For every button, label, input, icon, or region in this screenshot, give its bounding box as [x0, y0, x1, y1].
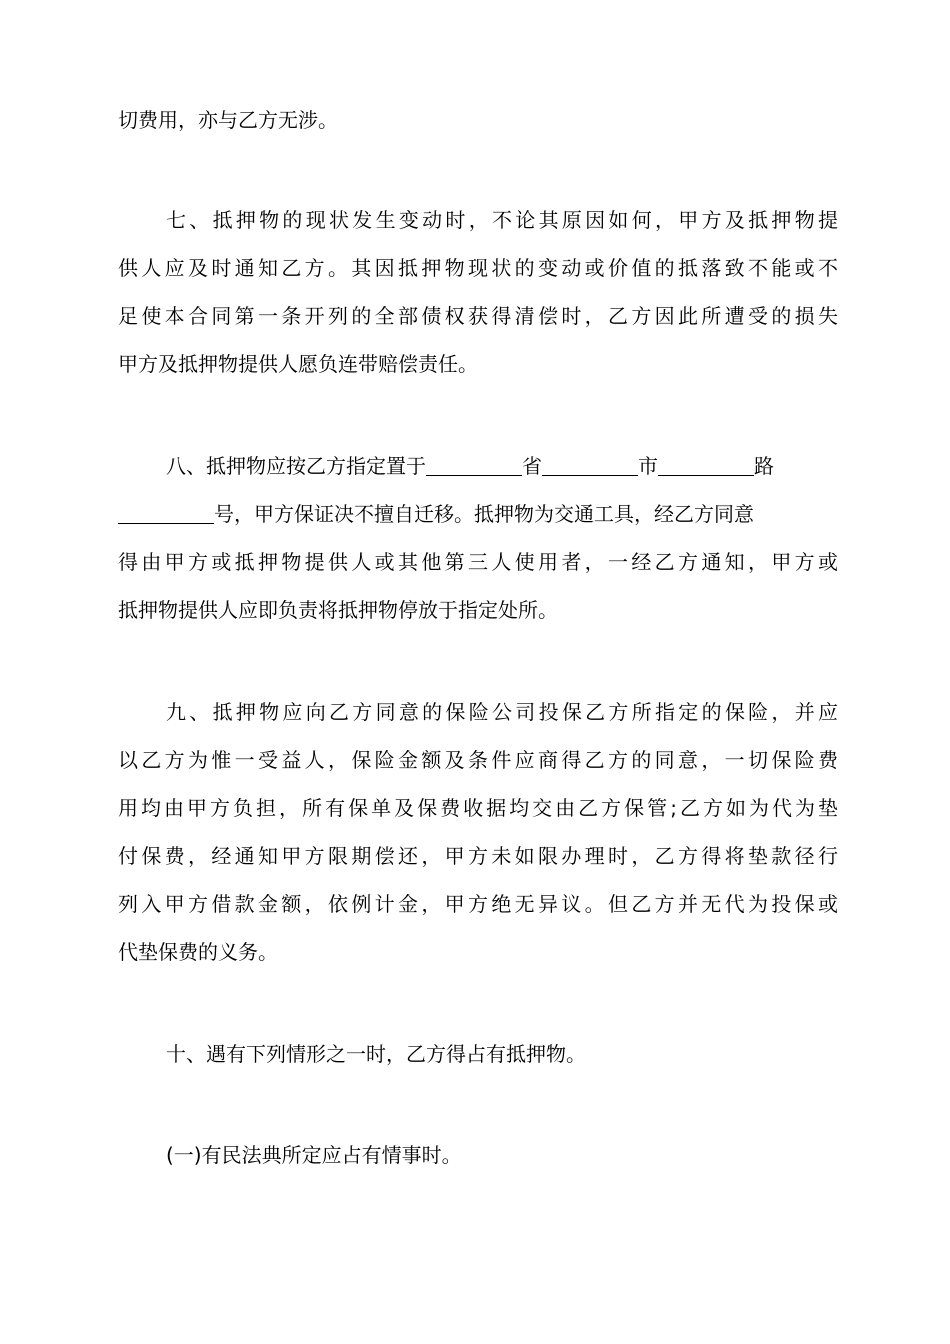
province-label: 省: [522, 454, 542, 478]
clause-7-line-1: 七、抵押物的现状发生变动时，不论其原因如何，甲方及抵押物提: [166, 208, 838, 232]
clause-8-line-2-text: 号，甲方保证决不擅自迁移。抵押物为交通工具，经乙方同意: [214, 502, 754, 526]
clause-9-line-5: 列入甲方借款金额，依例计金，甲方绝无异议。但乙方并无代为投保或: [118, 892, 838, 916]
clause-9-line-1: 九、抵押物应向乙方同意的保险公司投保乙方所指定的保险，并应: [166, 700, 838, 724]
province-blank[interactable]: [426, 455, 522, 476]
clause-7-line-4: 甲方及抵押物提供人愿负连带赔偿责任。: [118, 352, 478, 376]
clause-8-line-2: [118, 500, 838, 528]
clause-9-line-6: 代垫保费的义务。: [118, 940, 278, 964]
clause-7-line-3: 足使本合同第一条开列的全部债权获得清偿时，乙方因此所遭受的损失: [118, 304, 838, 328]
clause-9-line-4: 付保费，经通知甲方限期偿还，甲方未如限办理时，乙方得将垫款径行: [118, 844, 838, 868]
clause-8-line-4: 抵押物提供人应即负责将抵押物停放于指定处所。: [118, 598, 558, 622]
clause-8-line-3: 得由甲方或抵押物提供人或其他第三人使用者，一经乙方通知，甲方或: [118, 550, 838, 574]
road-label: 路: [754, 454, 774, 478]
number-blank[interactable]: [118, 503, 214, 524]
clause-9-line-2: 以乙方为惟一受益人，保险金额及条件应商得乙方的同意，一切保险费: [118, 748, 838, 772]
clause-8-location-prefix: 八、抵押物应按乙方指定置于: [166, 454, 426, 478]
city-blank[interactable]: [542, 455, 638, 476]
city-label: 市: [638, 454, 658, 478]
road-blank[interactable]: [658, 455, 754, 476]
sub-item-1-line-1: (一)有民法典所定应占有情事时。: [166, 1143, 462, 1167]
clause-9-line-3: 用均由甲方负担，所有保单及保费收据均交由乙方保管;乙方如为代为垫: [118, 796, 838, 820]
clause-8-line-1: [118, 452, 838, 480]
clause-10-line-1: 十、遇有下列情形之一时，乙方得占有抵押物。: [166, 1042, 586, 1066]
clause-7-line-2: 供人应及时通知乙方。其因抵押物现状的变动或价值的抵落致不能或不: [118, 256, 838, 280]
paragraph-continuation-line-1: 切费用，亦与乙方无涉。: [118, 108, 338, 132]
